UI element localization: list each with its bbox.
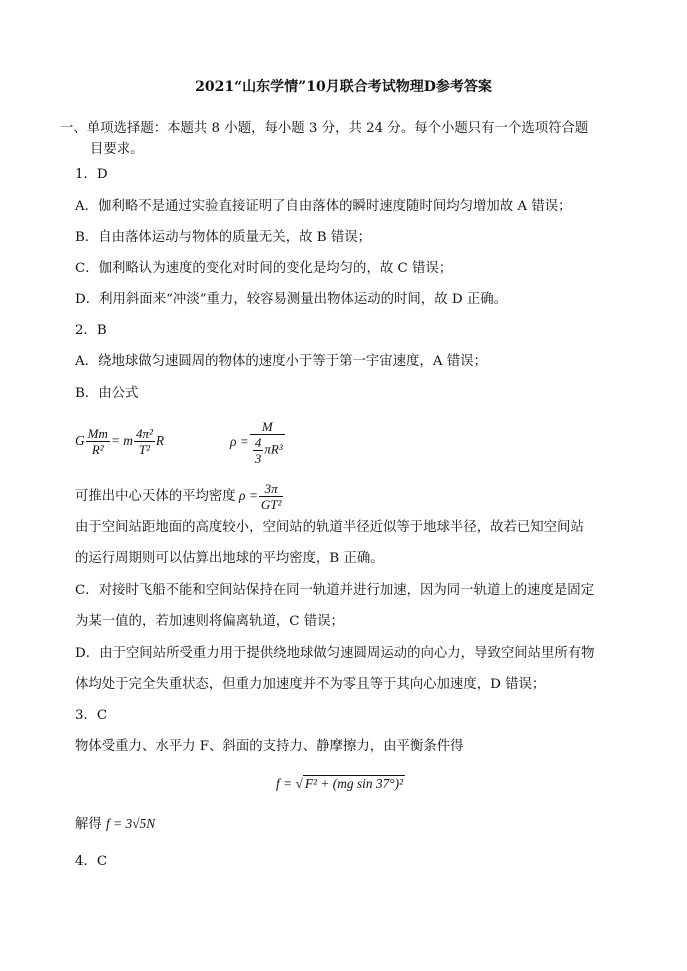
q2-answer: 2．B [75,323,107,338]
q2-option-b: B．由公式 [75,386,139,401]
q3-answer: 3．C [75,708,108,723]
q3-solution: 解得 f = 3√5N [75,816,156,832]
gravitation-equation: G $\frac{Mm}{\text{R²}}$ = m $\frac{\text{4π²}}{\text{T²}}$ R [75,426,165,458]
q2-option-c-1: C．对接时飞船不能和空间站保持在同一轨道并进行加速，因为同一轨道上的速度是固定 [75,583,595,598]
q2-option-c-2: 为某一值的，若加速则将偏离轨道，C 错误； [75,614,344,629]
q4-answer: 4．C [75,854,108,869]
section-heading: 一、单项选择题：本题共 8 小题，每小题 3 分，共 24 分。每个小题只有一个选项符合题 [60,121,589,136]
page-title: 2021“山东学情”10月联合考试物理D参考答案 [195,79,492,95]
q1-option-a: A．伽利略不是通过实验直接证明了自由落体的瞬时速度随时间均匀增加故 A 错误； [75,199,572,214]
q2-option-a: A．绕地球做匀速圆周的物体的速度小于等于第一宇宙速度，A 错误； [75,354,487,369]
q2-option-d-2: 体均处于完全失重状态，但重力加速度并不为零且等于其向心加速度，D 错误； [75,677,546,692]
q3-text: 物体受重力、水平力 F、斜面的支持力、静摩擦力，由平衡条件得 [75,739,464,754]
friction-equation: f = √ F² + (mg sin 37°)² [276,776,404,791]
average-density-line: 可推出中心天体的平均密度 ρ = $\frac{3\pi}{\text{GT²}}$ [75,481,282,513]
q2-option-d-1: D．由于空间站所受重力用于提供绕地球做匀速圆周运动的向心力，导致空间站里所有物 [75,646,595,661]
q2-explain-2: 的运行周期则可以估算出地球的平均密度，B 正确。 [75,551,384,566]
q1-option-d: D．利用斜面来“冲淡”重力，较容易测量出物体运动的时间，故 D 正确。 [75,292,508,307]
q1-answer: 1．D [75,167,108,182]
q1-option-c: C．伽利略认为速度的变化对时间的变化是均匀的，故 C 错误； [75,261,453,276]
q2-explain-1: 由于空间站距地面的高度较小，空间站的轨道半径近似等于地球半径，故若已知空间站 [75,520,584,535]
section-heading-cont: 目要求。 [90,142,144,157]
q1-option-b: B．自由落体运动与物体的质量无关，故 B 错误； [75,230,372,245]
density-equation: ρ = M $\frac{4}{3}$ πR³ [230,419,283,467]
